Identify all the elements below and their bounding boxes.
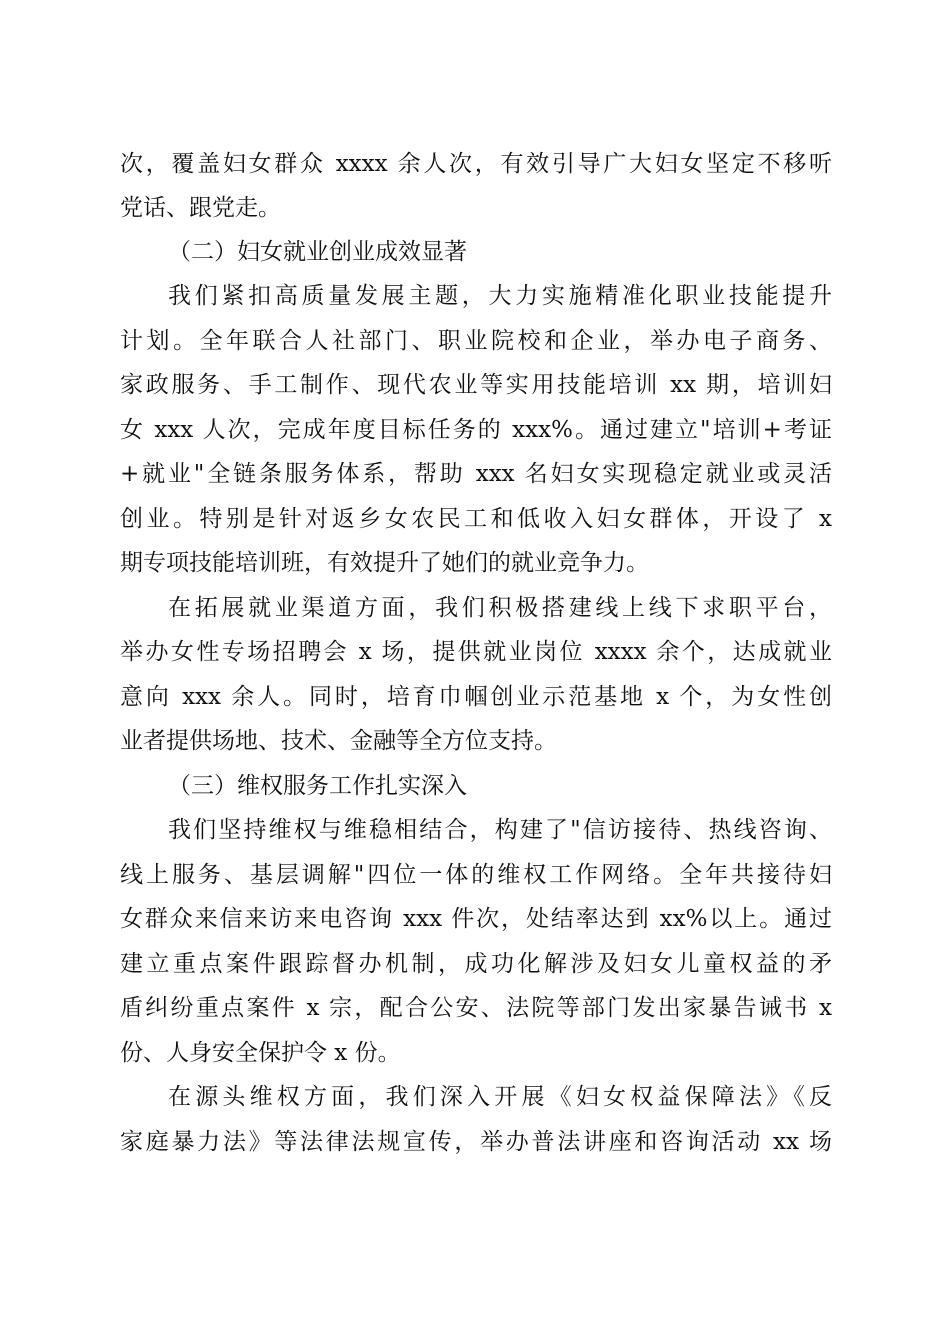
paragraph-line: 期专项技能培训班，有效提升了她们的就业竞争力。 <box>120 550 649 576</box>
paragraph-line: 女群众来信来访来电咨询 xxx 件次，处结率达到 xx%以上。通过 <box>120 906 832 932</box>
paragraph-line: 建立重点案件跟踪督办机制，成功化解涉及妇女儿童权益的矛 <box>120 951 832 977</box>
section-heading-3: （三）维权服务工作扎实深入 <box>168 773 467 799</box>
paragraph-line: +就业"全链条服务体系，帮助 xxx 名妇女实现稳定就业或灵活 <box>120 461 832 487</box>
paragraph-line: 份、人身安全保护令 x 份。 <box>120 1040 401 1066</box>
paragraph-line: 女 xxx 人次，完成年度目标任务的 xxx%。通过建立"培训+考证 <box>120 417 832 443</box>
paragraph-line: 创业。特别是针对返乡女农民工和低收入妇女群体，开设了 x <box>120 506 832 532</box>
paragraph-line: 举办女性专场招聘会 x 场，提供就业岗位 xxxx 余个，达成就业 <box>120 639 832 665</box>
paragraph-line: 家庭暴力法》等法律法规宣传，举办普法讲座和咨询活动 xx 场 <box>120 1129 832 1155</box>
section-heading-2: （二）妇女就业创业成效显著 <box>168 239 467 265</box>
paragraph-line: 意向 xxx 余人。同时，培育巾帼创业示范基地 x 个，为女性创 <box>120 684 832 710</box>
paragraph-line: 线上服务、基层调解"四位一体的维权工作网络。全年共接待妇 <box>120 862 832 888</box>
paragraph-line: 我们紧扣高质量发展主题，大力实施精准化职业技能提升 <box>168 283 832 309</box>
paragraph-line: 我们坚持维权与维稳相结合，构建了"信访接待、热线咨询、 <box>168 817 832 843</box>
paragraph-line: 业者提供场地、技术、金融等全方位支持。 <box>120 728 557 754</box>
paragraph-line: 计划。全年联合人社部门、职业院校和企业，举办电子商务、 <box>120 328 832 354</box>
paragraph-line: 家政服务、手工制作、现代农业等实用技能培训 xx 期，培训妇 <box>120 372 832 398</box>
paragraph-line: 次，覆盖妇女群众 xxxx 余人次，有效引导广大妇女坚定不移听 <box>120 151 832 177</box>
paragraph-line: 盾纠纷重点案件 x 宗，配合公安、法院等部门发出家暴告诫书 x <box>120 995 832 1021</box>
paragraph-line: 在源头维权方面，我们深入开展《妇女权益保障法》《反 <box>168 1084 832 1110</box>
paragraph-line: 在拓展就业渠道方面，我们积极搭建线上线下求职平台， <box>168 595 832 621</box>
paragraph-line: 党话、跟党走。 <box>120 195 281 221</box>
